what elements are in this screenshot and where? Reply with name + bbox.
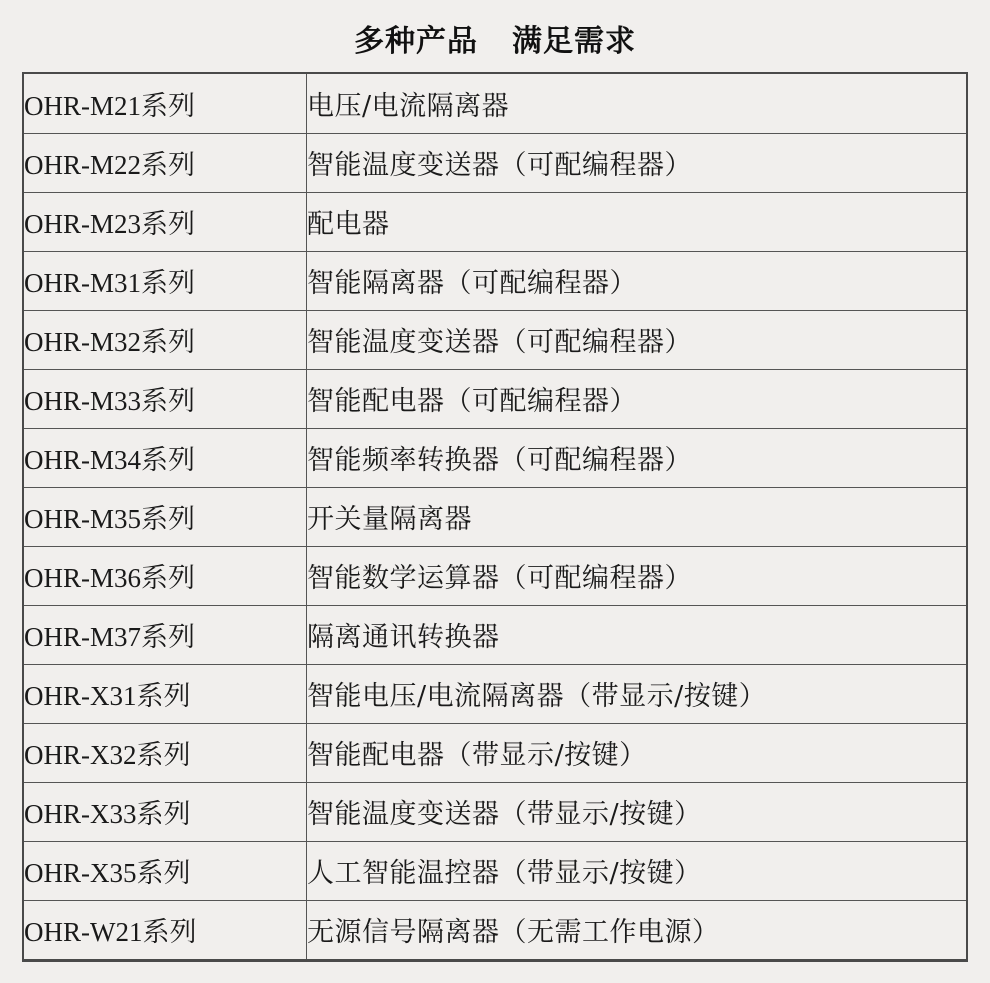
product-desc-cell: 无源信号隔离器（无需工作电源） [307,900,967,959]
product-code-cell: OHR-M21系列 [24,74,307,133]
product-desc-cell: 智能隔离器（可配编程器） [307,251,967,310]
table-row [24,74,966,133]
page-title [0,0,990,72]
product-code-cell: OHR-M33系列 [24,369,307,428]
product-desc-cell: 智能配电器（可配编程器） [307,369,967,428]
table-row [24,605,966,664]
product-code-cell: OHR-M32系列 [24,310,307,369]
product-code-cell: OHR-X32系列 [24,723,307,782]
product-code-cell: OHR-W21系列 [24,900,307,959]
product-desc-cell: 智能数学运算器（可配编程器） [307,546,967,605]
product-code-cell: OHR-M23系列 [24,192,307,251]
product-desc-cell: 人工智能温控器（带显示/按键） [307,841,967,900]
product-code-cell: OHR-M36系列 [24,546,307,605]
product-desc-cell: 配电器 [307,192,967,251]
product-desc-cell: 开关量隔离器 [307,487,967,546]
product-desc-cell: 智能温度变送器（可配编程器） [307,310,967,369]
table-row [24,546,966,605]
table-row [24,428,966,487]
table-row [24,900,966,959]
table-row [24,723,966,782]
product-table-container [22,72,968,962]
product-code-cell: OHR-M22系列 [24,133,307,192]
product-code-cell: OHR-X31系列 [24,664,307,723]
table-row [24,369,966,428]
product-code-cell: OHR-M35系列 [24,487,307,546]
table-row [24,487,966,546]
page-title-right: 满足需求 [512,24,636,59]
table-row [24,841,966,900]
product-desc-cell: 智能温度变送器（带显示/按键） [307,782,967,841]
product-code-cell: OHR-M34系列 [24,428,307,487]
table-row [24,310,966,369]
product-table [24,74,966,959]
product-desc-cell: 智能配电器（带显示/按键） [307,723,967,782]
page-title-left: 多种产品 [354,24,478,59]
product-code-cell: OHR-X33系列 [24,782,307,841]
product-desc-cell: 隔离通讯转换器 [307,605,967,664]
product-desc-cell: 电压/电流隔离器 [307,74,967,133]
table-row [24,133,966,192]
product-desc-cell: 智能电压/电流隔离器（带显示/按键） [307,664,967,723]
table-row [24,664,966,723]
product-code-cell: OHR-X35系列 [24,841,307,900]
table-row [24,782,966,841]
product-code-cell: OHR-M37系列 [24,605,307,664]
product-table-body [24,74,966,959]
table-row [24,251,966,310]
product-desc-cell: 智能频率转换器（可配编程器） [307,428,967,487]
product-code-cell: OHR-M31系列 [24,251,307,310]
table-row [24,192,966,251]
product-desc-cell: 智能温度变送器（可配编程器） [307,133,967,192]
